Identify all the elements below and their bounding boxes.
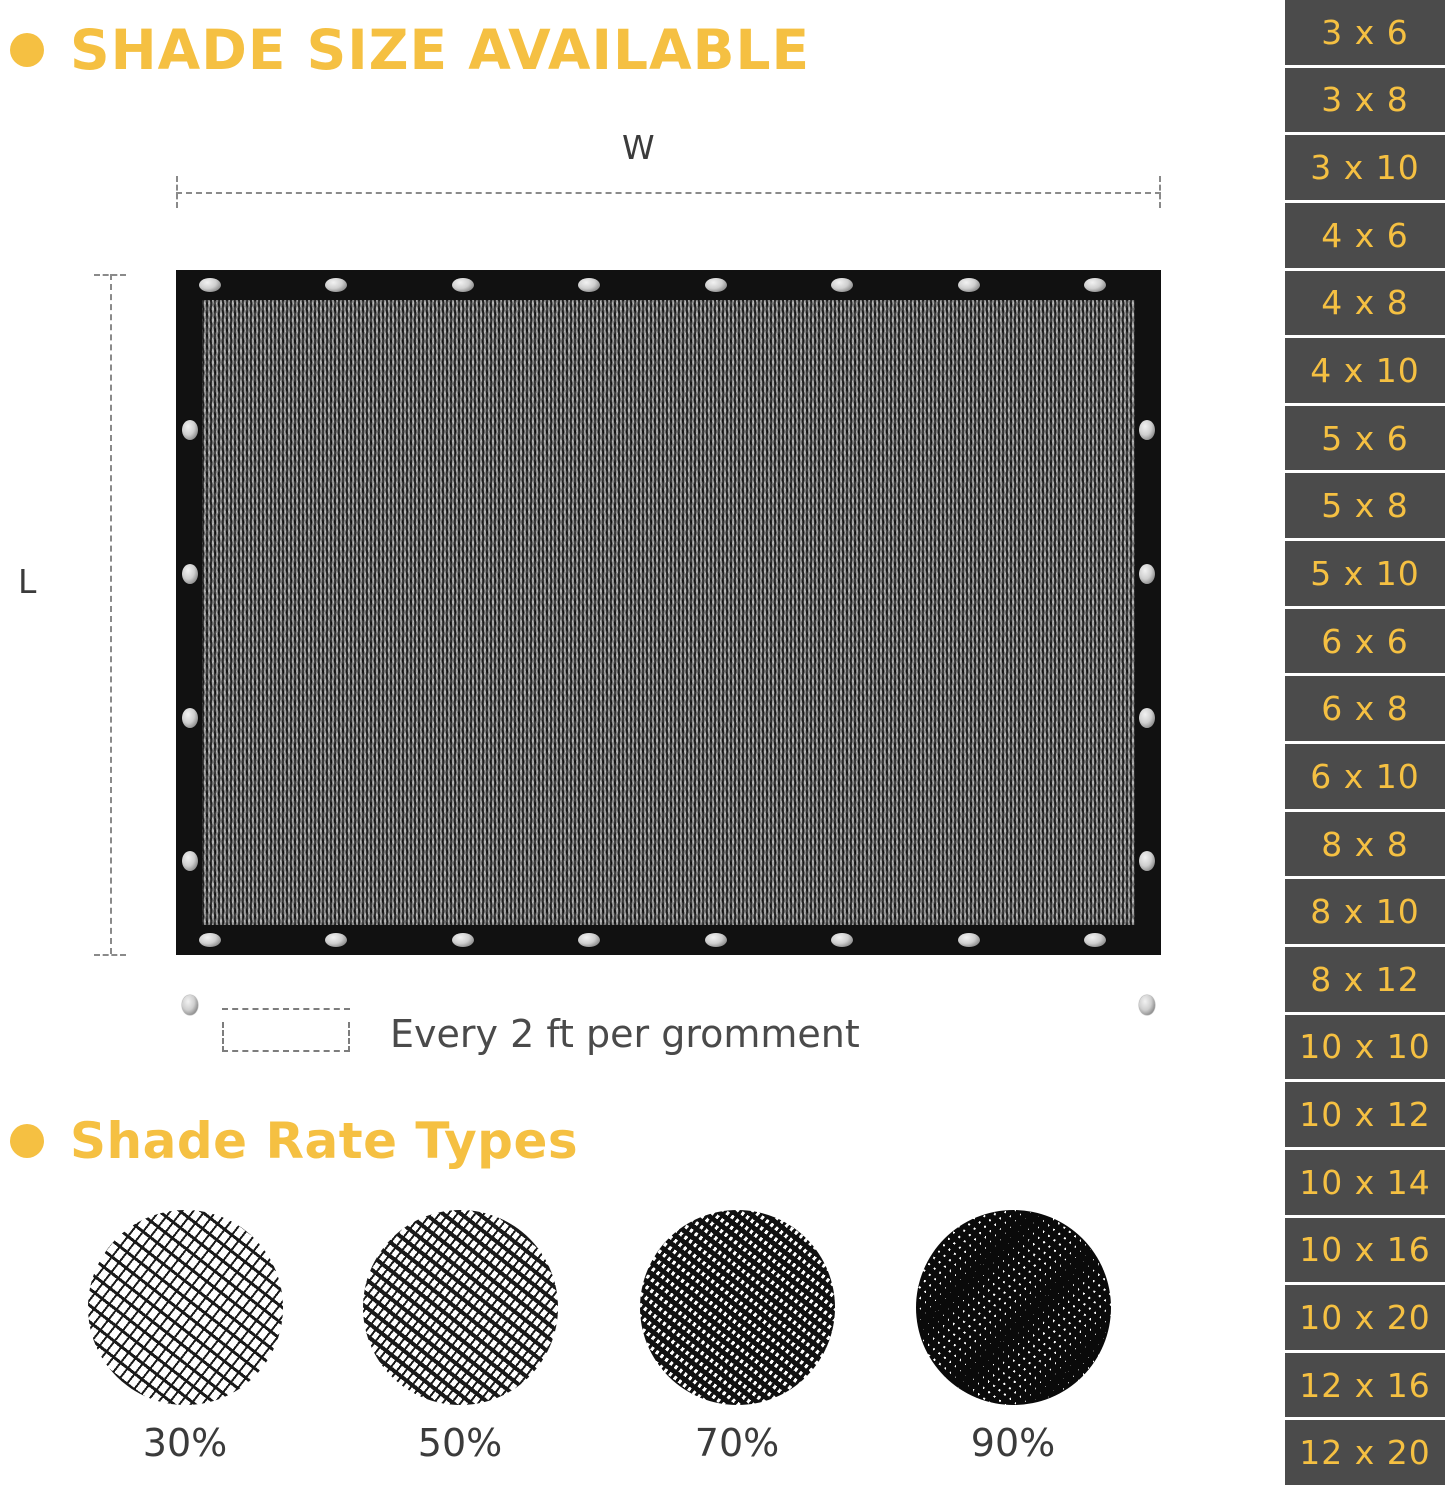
grommet-top xyxy=(199,278,221,292)
shade-rate-label: 30% xyxy=(142,1421,228,1465)
size-chip[interactable]: 6 x 6 xyxy=(1285,609,1445,674)
shade-rate-swatch-icon xyxy=(88,1210,283,1405)
shade-rate-title-label: Shade Rate Types xyxy=(70,1112,579,1170)
grommet-bottom xyxy=(452,933,474,947)
grommet-bottom xyxy=(705,933,727,947)
shade-rate-item xyxy=(355,1210,565,1465)
width-dimension-line xyxy=(176,192,1161,194)
shade-rate-item xyxy=(80,1210,290,1465)
size-chip[interactable]: 10 x 12 xyxy=(1285,1082,1445,1147)
length-dimension-cap-bottom xyxy=(94,954,126,956)
grommet-top xyxy=(705,278,727,292)
grommet-top xyxy=(831,278,853,292)
grommet-spacing-cap-left xyxy=(222,1022,224,1052)
grommet-right xyxy=(1139,420,1155,440)
size-chip[interactable]: 6 x 10 xyxy=(1285,744,1445,809)
grommet-right xyxy=(1139,708,1155,728)
shade-rate-swatch-list xyxy=(60,1210,1200,1480)
width-dimension-cap-left xyxy=(176,176,178,208)
size-chip[interactable]: 8 x 10 xyxy=(1285,879,1445,944)
shade-rate-item xyxy=(632,1210,842,1465)
size-chip[interactable]: 10 x 20 xyxy=(1285,1285,1445,1350)
shade-rate-swatch-icon xyxy=(363,1210,558,1405)
grommet-top xyxy=(1084,278,1106,292)
grommet-left xyxy=(182,708,198,728)
size-chip[interactable]: 3 x 10 xyxy=(1285,135,1445,200)
size-chip[interactable]: 4 x 8 xyxy=(1285,271,1445,336)
shade-rate-label: 50% xyxy=(417,1421,503,1465)
grommet-left xyxy=(182,564,198,584)
size-chip[interactable]: 10 x 16 xyxy=(1285,1218,1445,1283)
grommet-spacing-cap-right xyxy=(348,1022,350,1052)
shade-rate-label: 90% xyxy=(970,1421,1056,1465)
length-dimension-cap-top xyxy=(94,274,126,276)
size-chip[interactable]: 8 x 8 xyxy=(1285,812,1445,877)
shade-rate-swatch-icon xyxy=(916,1210,1111,1405)
grommet-bottom xyxy=(1084,933,1106,947)
width-dimension-label: W xyxy=(622,128,655,167)
grommet-top xyxy=(958,278,980,292)
size-chip[interactable]: 5 x 10 xyxy=(1285,541,1445,606)
size-chip[interactable]: 3 x 6 xyxy=(1285,0,1445,65)
size-chip[interactable]: 5 x 6 xyxy=(1285,406,1445,471)
shade-rate-item xyxy=(908,1210,1118,1465)
page-title-label: SHADE SIZE AVAILABLE xyxy=(70,18,811,82)
bullet-dot-icon xyxy=(10,1124,44,1158)
size-chip[interactable]: 12 x 20 xyxy=(1285,1420,1445,1485)
size-chip[interactable]: 8 x 12 xyxy=(1285,947,1445,1012)
length-dimension-label: L xyxy=(18,562,37,601)
shade-cloth-panel xyxy=(176,270,1161,955)
grommet-bottom xyxy=(958,933,980,947)
size-chip[interactable]: 10 x 10 xyxy=(1285,1015,1445,1080)
size-chip[interactable]: 5 x 8 xyxy=(1285,473,1445,538)
size-chip[interactable]: 4 x 10 xyxy=(1285,338,1445,403)
grommet-spacing-label: Every 2 ft per gromment xyxy=(390,1012,860,1056)
size-chip[interactable]: 6 x 8 xyxy=(1285,676,1445,741)
size-chip[interactable]: 12 x 16 xyxy=(1285,1353,1445,1418)
grommet-left xyxy=(182,420,198,440)
size-chip[interactable]: 4 x 6 xyxy=(1285,203,1445,268)
grommet-top xyxy=(452,278,474,292)
size-chip[interactable]: 3 x 8 xyxy=(1285,68,1445,133)
grommet-spacing-bracket-top xyxy=(222,1008,350,1010)
grommet-bottom xyxy=(831,933,853,947)
size-chip[interactable]: 10 x 14 xyxy=(1285,1150,1445,1215)
grommet-bottom xyxy=(199,933,221,947)
shade-rate-title xyxy=(10,1112,578,1170)
shade-rate-swatch-icon xyxy=(640,1210,835,1405)
length-dimension-line xyxy=(110,274,112,954)
grommet-right xyxy=(1139,564,1155,584)
shade-mesh-fabric xyxy=(202,300,1135,925)
shade-rate-label: 70% xyxy=(694,1421,780,1465)
width-dimension-cap-right xyxy=(1159,176,1161,208)
grommet-right xyxy=(1139,995,1155,1015)
size-list xyxy=(1285,0,1445,1485)
grommet-left xyxy=(182,995,198,1015)
grommet-spacing-bracket-bottom xyxy=(222,1050,350,1052)
